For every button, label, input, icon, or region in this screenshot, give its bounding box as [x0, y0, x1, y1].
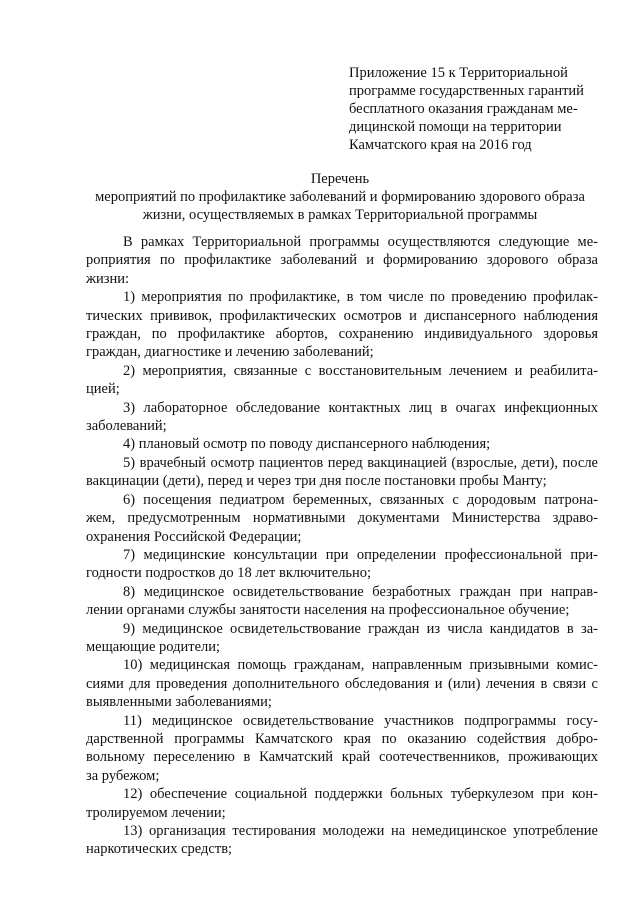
text-line: 2) мероприятия, связанные с восстановительным лечением и реабилита-: [123, 362, 598, 379]
text-line: цией;: [86, 381, 120, 398]
text-line: сиями для проведения дополнительного обследования и (или) лечения в связи с: [86, 675, 598, 692]
text-line: жем, предусмотренным нормативными документами Министерства здраво-: [86, 510, 598, 527]
title-subheading: жизни, осуществляемых в рамках Территориальной программы: [142, 207, 538, 223]
text-line: годности подростков до 18 лет включительно;: [86, 565, 372, 582]
text-line: 5) врачебный осмотр пациентов перед вакцинацией (взрослые, дети), после: [123, 454, 598, 471]
text-line: охранения Российской Федерации;: [86, 528, 302, 545]
appendix-line: бесплатного оказания гражданам ме-: [349, 101, 578, 117]
text-line: 10) медицинская помощь гражданам, направленным призывными комис-: [123, 657, 598, 674]
text-line: мещающие родители;: [86, 638, 221, 655]
appendix-line: Приложение 15 к Территориальной: [349, 65, 568, 81]
text-line: 8) медицинское освидетельствование безработных граждан при направ-: [123, 583, 598, 600]
text-line: 11) медицинское освидетельствование участников подпрограммы госу-: [123, 712, 598, 729]
text-line: 7) медицинские консультации при определении профессиональной при-: [123, 546, 598, 563]
list-item: [86, 362, 598, 399]
text-line: вакцинации (дети), перед и через три дня после постановки пробы Манту;: [86, 473, 547, 490]
text-line: жизни:: [86, 270, 130, 287]
text-line: 1) мероприятия по профилактике, в том числе по проведению профилак-: [123, 289, 598, 306]
text-line: лении органами службы занятости населения на профессиональное обучение;: [86, 602, 570, 619]
text-line: 9) медицинское освидетельствование граждан из числа кандидатов в за-: [123, 620, 598, 637]
text-line: 6) посещения педиатром беременных, связанных с дородовым патрона-: [123, 491, 598, 508]
text-line: граждан, диагностике и лечению заболеваний;: [86, 344, 374, 361]
list-item: [86, 583, 598, 620]
appendix-line: Камчатского края на 2016 год: [349, 137, 532, 153]
list-item: [86, 785, 598, 822]
intro-paragraph: [86, 233, 598, 288]
text-line: вольному переселению в Камчатский край соотечественников, проживающих: [86, 749, 598, 766]
text-line: роприятия по профилактике заболеваний и формированию здорового образа: [86, 252, 598, 269]
appendix-line: дицинской помощи на территории: [349, 119, 562, 135]
list-item: [86, 288, 598, 362]
list-item: [86, 620, 598, 657]
text-line: заболеваний;: [86, 418, 167, 435]
title-heading: Перечень: [310, 171, 370, 187]
text-line: В рамках Территориальной программы осуществляются следующие ме-: [123, 234, 598, 250]
list-item: [86, 454, 598, 491]
list-item: [86, 435, 598, 453]
text-line: выявленными заболеваниями;: [86, 694, 272, 711]
text-line: граждан, по профилактике абортов, сохранению индивидуального здоровья: [86, 326, 598, 343]
list-item: [86, 712, 598, 786]
text-line: тролируемом лечении;: [86, 804, 226, 821]
document-body: [86, 233, 598, 859]
text-line: 4) плановый осмотр по поводу диспансерного наблюдения;: [123, 436, 491, 453]
text-line: 13) организация тестирования молодежи на немедицинское употребление: [123, 823, 598, 839]
appendix-header: [349, 64, 599, 154]
items-list: [86, 288, 598, 859]
text-line: 12) обеспечение социальной поддержки больных туберкулезом при кон-: [123, 786, 598, 803]
document-title: [60, 170, 620, 224]
list-item: [86, 399, 598, 436]
list-item: [86, 822, 598, 859]
text-line: дарственной программы Камчатского края по оказанию содействия добро-: [86, 730, 598, 747]
text-line: за рубежом;: [86, 767, 160, 784]
list-item: [86, 491, 598, 546]
title-subheading: мероприятий по профилактике заболеваний и формированию здорового образа: [95, 189, 585, 205]
list-item: [86, 656, 598, 711]
list-item: [86, 546, 598, 583]
appendix-line: программе государственных гарантий: [349, 83, 584, 99]
text-line: тических прививок, профилактических осмотров и диспансерного наблюдения: [86, 307, 598, 324]
text-line: 3) лабораторное обследование контактных лиц в очагах инфекционных: [123, 399, 598, 416]
text-line: наркотических средств;: [86, 841, 233, 858]
